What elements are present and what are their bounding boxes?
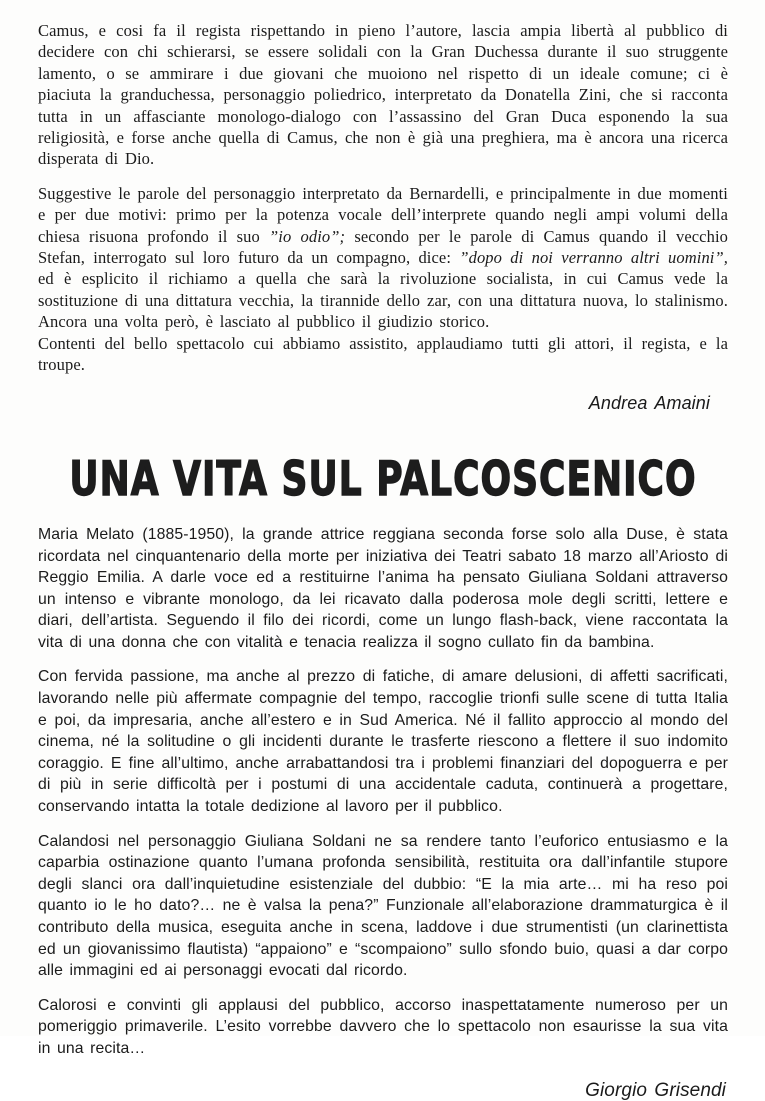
article-title: UNA VITA SUL PALCOSCENICO (69, 452, 697, 507)
signature-andrea-amaini: Andrea Amaini (588, 392, 710, 413)
camus-paragraph-2: Suggestive le parole del personaggio interpretato da Bernardelli, e principalmente in due momenti e per due motivi: primo per la potenza vocale dell’interprete quando negli ampi volumi della chiesa risuona profondo il suo ”io odio”; secondo per le parole di Camus quando il vecchio Stefan, interrogato sul loro futuro da un compagno, dice: ”dopo di noi verranno altri uomini”, ed è esplicito il richiamo a quella che sarà la rivoluzione socialista, in cui Camus vede la sostituzione di una dittatura vecchia, la tirannide dello zar, con una dittatura nuova, lo stalinismo. Ancora una volta però, è lasciato al pubblico il giudizio storico. (38, 183, 728, 332)
signature-giorgio-grisendi: Giorgio Grisendi (585, 1079, 726, 1101)
melato-paragraph-3: Calandosi nel personaggio Giuliana Soldani ne sa rendere tanto l’euforico entusiasmo e la caparbia ostinazione quanto l’umana profonda sensibilità, restituita ora dall’infantile stupore degli slanci ora dall’inquietudine esistenziale del dubbio: “E la mia arte… mi ha reso poi quanto io le ho dato?… ne è valsa la pena?” Funzionale all’elaborazione drammaturgica è il contributo della musica, eseguita anche in scena, laddove i due strumentisti (un clarinettista ed un giovanissimo flautista) “appaiono” e “scompaiono” sullo sfondo buio, quasi a dar corpo alle immagini ed ai personaggi evocati dal ricordo. (38, 832, 728, 980)
melato-paragraph-4: Calorosi e convinti gli applausi del pubblico, accorso inaspettatamente numeroso per un pomeriggio primaverile. L’esito vorrebbe davvero che lo spettacolo non esaurisse la sua vita in una recita… (38, 996, 728, 1057)
camus-paragraph-1: Camus, e cosi fa il regista rispettando in pieno l’autore, lascia ampia libertà al pubblico di decidere con chi schierarsi, se essere solidali con la Gran Duchessa durante il suo struggente lamento, o se ammirare i due giovani che muoiono nel rispetto di un ideale comune; ci è piaciuta la granduchessa, personaggio poliedrico, interpretato da Donatella Zini, che si racconta tutta in un affasciante monologo-dialogo con l’assassino del Gran Duca esponendo la sua religiosità, e forse anche quella di Camus, che non è già una preghiera, ma è ancora una ricerca disperata di Dio. (38, 21, 728, 169)
camus-paragraph-3: Contenti del bello spettacolo cui abbiamo assistito, applaudiamo tutti gli attori, il regista, e la troupe. (38, 333, 728, 375)
camus-review-article (38, 20, 728, 414)
melato-paragraph-2: Con fervida passione, ma anche al prezzo di fatiche, di amare delusioni, di affetti sacrificati, lavorando nelle più affermate compagnie del tempo, raccoglie trionfi sulle scene di tutta Italia e poi, da impresaria, anche all’estero e in Sud America. Né il fallito approccio al mondo del cinema, né la solitudine o gli incidenti durante le trasferte riescono a flettere il suo indomito coraggio. E fine all’ultimo, anche arrabattandosi tra i problemi finanziari del dopoguerra e per di più in serie difficoltà per i postumi di una accidentale caduta, continuerà a progettare, conservando intatta la totale dedizione al lavoro per il pubblico. (38, 668, 728, 816)
melato-review-article (38, 524, 728, 1101)
melato-paragraph-1: Maria Melato (1885-1950), la grande attrice reggiana seconda forse solo alla Duse, è stata ricordata nel cinquantenario della morte per iniziativa dei Teatri sabato 18 marzo all’Ariosto di Reggio Emilia. A darle voce ed a restituirne l’anima ha pensato Giuliana Soldani attraverso un intenso e vibrante monologo, da lei ricavato dalla poderosa mole degli scritti, lettere e diari, dell’artista. Seguendo il filo dei ricordi, come un lungo flash-back, viene raccontata la vita di una donna che con vitalità e tenacia realizza il sogno cullato fin da bambina. (38, 525, 728, 651)
